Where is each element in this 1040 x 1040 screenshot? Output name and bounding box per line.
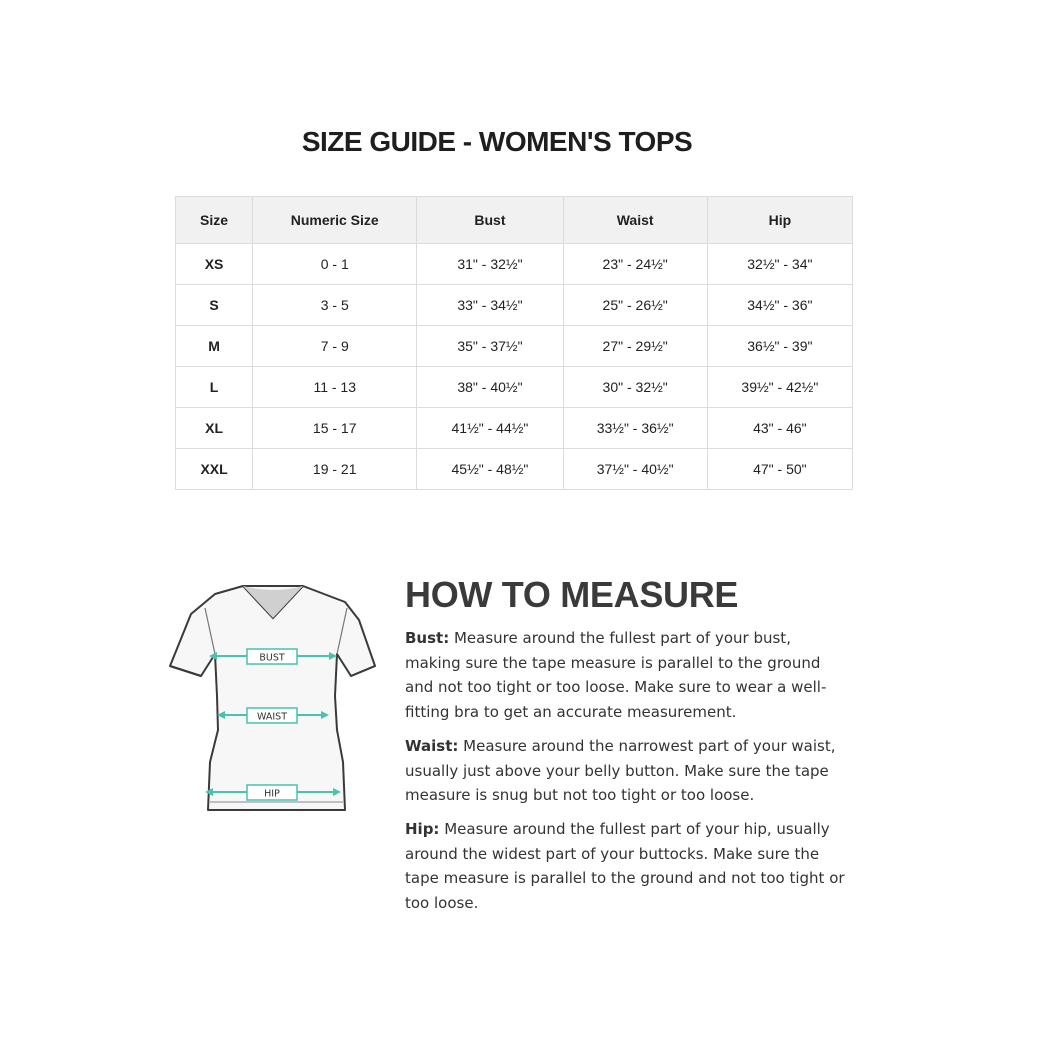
table-row (176, 285, 853, 326)
size-table (175, 196, 853, 490)
waist-instruction-label: Waist: (405, 736, 459, 755)
waist-instruction-text: Measure around the narrowest part of your waist, usually just above your belly button. Make sure the tape measure is snug but not too tight or too loose. (405, 736, 836, 805)
hip-cell: 47" - 50" (707, 449, 852, 490)
hip-cell: 39½" - 42½" (707, 367, 852, 408)
how-to-measure-section (405, 574, 845, 925)
bust-cell: 35" - 37½" (417, 326, 563, 367)
waist-instruction (405, 734, 845, 808)
waist-cell: 30" - 32½" (563, 367, 707, 408)
bust-instruction-label: Bust: (405, 629, 450, 647)
size-cell: M (176, 326, 253, 367)
hip-cell: 32½" - 34" (707, 244, 852, 285)
size-cell: L (176, 367, 253, 408)
hip-instruction-label: Hip: (405, 819, 440, 838)
page-title: SIZE GUIDE - WOMEN'S TOPS (301, 126, 693, 157)
waist-cell: 33½" - 36½" (563, 408, 707, 449)
waist-cell: 25" - 26½" (563, 285, 707, 326)
table-row (176, 326, 853, 367)
column-header-bust: Bust (417, 197, 563, 244)
numeric-size-cell: 0 - 1 (253, 244, 417, 285)
hip-cell: 36½" - 39" (707, 326, 852, 367)
bust-instruction (405, 626, 845, 725)
table-row (176, 408, 853, 449)
column-header-waist: Waist (563, 197, 707, 244)
how-to-measure-title: HOW TO MEASURE (405, 574, 739, 615)
size-cell: XXL (176, 449, 253, 490)
bust-label: BUST (259, 652, 285, 664)
table-row (176, 244, 853, 285)
bust-cell: 38" - 40½" (417, 367, 563, 408)
table-row (176, 449, 853, 490)
column-header-numeric-size: Numeric Size (253, 197, 417, 244)
bust-cell: 31" - 32½" (417, 244, 563, 285)
size-cell: XS (176, 244, 253, 285)
table-row (176, 367, 853, 408)
numeric-size-cell: 3 - 5 (253, 285, 417, 326)
numeric-size-cell: 19 - 21 (253, 449, 417, 490)
size-cell: XL (176, 408, 253, 449)
tshirt-measure-diagram (165, 580, 380, 820)
bust-cell: 45½" - 48½" (417, 449, 563, 490)
column-header-size: Size (176, 197, 253, 244)
column-header-hip: Hip (707, 197, 852, 244)
table-header-row (176, 197, 853, 244)
bust-instruction-text: Measure around the fullest part of your bust, making sure the tape measure is parallel to the ground and not too tight or too loose. Make sure to wear a well-fitting bra to get an accurate measurement. (405, 629, 827, 722)
waist-label: WAIST (256, 711, 288, 723)
numeric-size-cell: 15 - 17 (253, 408, 417, 449)
size-cell: S (176, 285, 253, 326)
hip-label: HIP (264, 788, 280, 800)
hip-cell: 43" - 46" (707, 408, 852, 449)
bust-cell: 33" - 34½" (417, 285, 563, 326)
waist-cell: 27" - 29½" (563, 326, 707, 367)
hip-cell: 34½" - 36" (707, 285, 852, 326)
bust-cell: 41½" - 44½" (417, 408, 563, 449)
hip-instruction (405, 817, 845, 916)
waist-cell: 23" - 24½" (563, 244, 707, 285)
numeric-size-cell: 11 - 13 (253, 367, 417, 408)
hip-instruction-text: Measure around the fullest part of your hip, usually around the widest part of your buttocks. Make sure the tape measure is parallel to the ground and not too tight or too loose. (405, 819, 845, 913)
waist-cell: 37½" - 40½" (563, 449, 707, 490)
numeric-size-cell: 7 - 9 (253, 326, 417, 367)
